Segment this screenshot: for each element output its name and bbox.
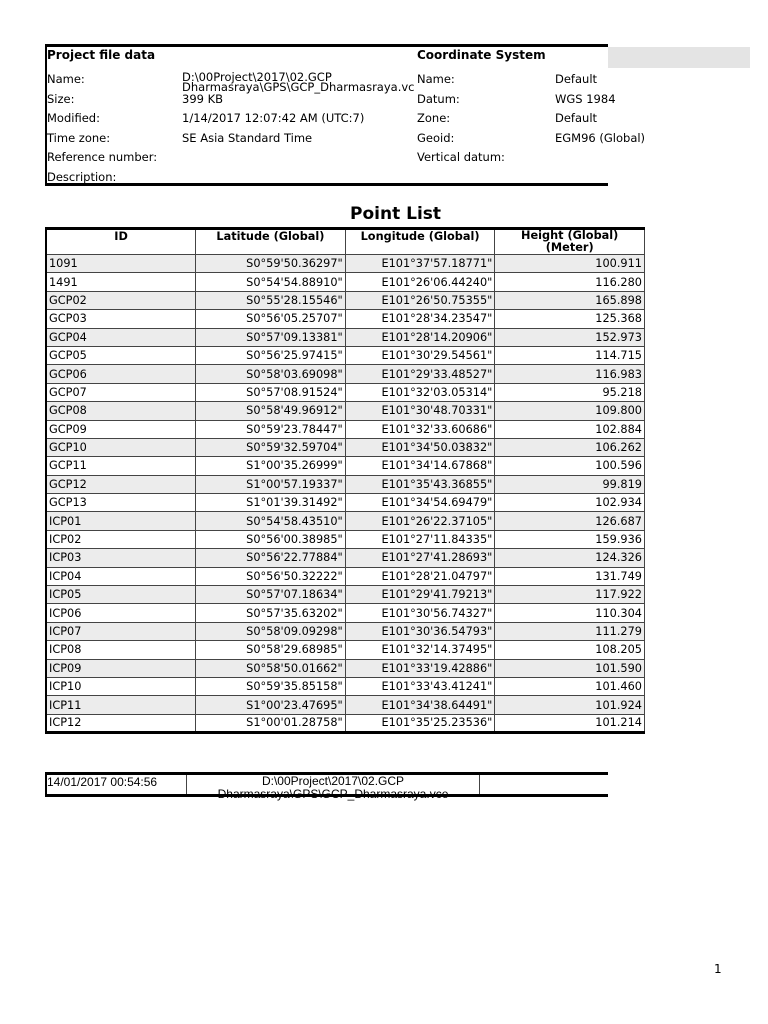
height-cell: 125.368 [495, 310, 645, 328]
height-cell: 101.924 [495, 696, 645, 714]
latitude-cell: S0°59'32.59704" [196, 438, 346, 456]
project-size-label: Size: [47, 92, 75, 106]
footer-timestamp: 14/01/2017 00:54:56 [47, 775, 158, 789]
height-cell: 101.590 [495, 659, 645, 677]
longitude-cell: E101°32'03.05314" [345, 383, 495, 401]
point-id-cell: 1091 [46, 255, 196, 273]
table-row [46, 457, 645, 475]
project-modified-label: Modified: [47, 111, 100, 125]
point-id-cell: ICP06 [46, 604, 196, 622]
table-row [46, 714, 645, 732]
report-page [45, 44, 646, 804]
column-header-height: Height (Global) (Meter) [495, 229, 645, 255]
project-name-value: D:\00Project\2017\02.GCP Dharmasraya\GPS\GCP_Dharmasraya.vc [182, 70, 415, 94]
cs-datum-label: Datum: [417, 92, 460, 106]
point-id-cell: ICP07 [46, 622, 196, 640]
latitude-cell: S1°00'57.19337" [196, 475, 346, 493]
longitude-cell: E101°33'43.41241" [345, 677, 495, 695]
point-id-cell: ICP03 [46, 549, 196, 567]
table-row [46, 586, 645, 604]
longitude-cell: E101°34'50.03832" [345, 438, 495, 456]
height-cell: 101.460 [495, 677, 645, 695]
longitude-cell: E101°35'25.23536" [345, 714, 495, 732]
point-id-cell: GCP09 [46, 420, 196, 438]
table-row [46, 549, 645, 567]
footer-file-path: D:\00Project\2017\02.GCP Dharmasraya\GPS\GCP_Dharmasraya.vce [186, 775, 480, 794]
longitude-cell: E101°34'54.69479" [345, 494, 495, 512]
point-list-body [46, 255, 645, 733]
latitude-cell: S0°58'50.01662" [196, 659, 346, 677]
point-id-cell: ICP01 [46, 512, 196, 530]
longitude-cell: E101°29'33.48527" [345, 365, 495, 383]
table-row [46, 696, 645, 714]
table-row [46, 494, 645, 512]
height-cell: 108.205 [495, 641, 645, 659]
longitude-cell: E101°35'43.36855" [345, 475, 495, 493]
cs-name-value: Default [555, 72, 598, 86]
project-size-value: 399 KB [182, 92, 224, 106]
cs-zone-value: Default [555, 111, 598, 125]
longitude-cell: E101°30'56.74327" [345, 604, 495, 622]
latitude-cell: S0°56'50.32222" [196, 567, 346, 585]
longitude-cell: E101°32'14.37495" [345, 641, 495, 659]
height-cell: 106.262 [495, 438, 645, 456]
table-row [46, 255, 645, 273]
table-row [46, 383, 645, 401]
point-id-cell: ICP05 [46, 586, 196, 604]
height-cell: 110.304 [495, 604, 645, 622]
column-header-latitude: Latitude (Global) [196, 229, 346, 255]
latitude-cell: S1°00'35.26999" [196, 457, 346, 475]
point-list-title: Point List [350, 204, 442, 224]
height-cell: 165.898 [495, 291, 645, 309]
latitude-cell: S0°56'22.77884" [196, 549, 346, 567]
cs-vertical-datum-label: Vertical datum: [417, 150, 505, 164]
point-id-cell: ICP12 [46, 714, 196, 732]
point-id-cell: ICP08 [46, 641, 196, 659]
latitude-cell: S1°00'01.28758" [196, 714, 346, 732]
latitude-cell: S0°55'28.15546" [196, 291, 346, 309]
table-row [46, 677, 645, 695]
latitude-cell: S0°56'00.38985" [196, 530, 346, 548]
latitude-cell: S0°58'49.96912" [196, 402, 346, 420]
longitude-cell: E101°27'41.28693" [345, 549, 495, 567]
height-cell: 117.922 [495, 586, 645, 604]
latitude-cell: S0°54'54.88910" [196, 273, 346, 291]
height-cell: 159.936 [495, 530, 645, 548]
height-cell: 101.214 [495, 714, 645, 732]
table-row [46, 475, 645, 493]
longitude-cell: E101°30'29.54561" [345, 346, 495, 364]
longitude-cell: E101°33'19.42886" [345, 659, 495, 677]
latitude-cell: S1°01'39.31492" [196, 494, 346, 512]
cs-geoid-value: EGM96 (Global) [555, 131, 646, 145]
latitude-cell: S0°54'58.43510" [196, 512, 346, 530]
latitude-cell: S0°56'25.97415" [196, 346, 346, 364]
table-row [46, 346, 645, 364]
height-cell: 126.687 [495, 512, 645, 530]
height-cell: 111.279 [495, 622, 645, 640]
table-row [46, 402, 645, 420]
table-row [46, 604, 645, 622]
latitude-cell: S0°59'50.36297" [196, 255, 346, 273]
point-id-cell: GCP04 [46, 328, 196, 346]
point-id-cell: GCP07 [46, 383, 196, 401]
cs-zone-label: Zone: [417, 111, 451, 125]
longitude-cell: E101°34'14.67868" [345, 457, 495, 475]
height-cell: 116.280 [495, 273, 645, 291]
height-cell: 109.800 [495, 402, 645, 420]
table-row [46, 310, 645, 328]
footer-bar [45, 772, 608, 801]
column-header-id: ID [46, 229, 196, 255]
project-file-data-heading: Project file data [47, 48, 156, 62]
table-row [46, 420, 645, 438]
column-header-longitude: Longitude (Global) [345, 229, 495, 255]
project-modified-value: 1/14/2017 12:07:42 AM (UTC:7) [182, 111, 365, 125]
table-row [46, 622, 645, 640]
height-cell: 152.973 [495, 328, 645, 346]
longitude-cell: E101°30'36.54793" [345, 622, 495, 640]
point-id-cell: ICP04 [46, 567, 196, 585]
point-list-header-row [46, 229, 645, 255]
longitude-cell: E101°28'34.23547" [345, 310, 495, 328]
latitude-cell: S0°58'09.09298" [196, 622, 346, 640]
height-cell: 102.884 [495, 420, 645, 438]
latitude-cell: S0°58'29.68985" [196, 641, 346, 659]
latitude-cell: S0°59'23.78447" [196, 420, 346, 438]
project-timezone-value: SE Asia Standard Time [182, 131, 313, 145]
cs-name-label: Name: [417, 72, 455, 86]
point-id-cell: GCP03 [46, 310, 196, 328]
longitude-cell: E101°26'50.75355" [345, 291, 495, 309]
longitude-cell: E101°26'06.44240" [345, 273, 495, 291]
latitude-cell: S0°58'03.69098" [196, 365, 346, 383]
point-id-cell: GCP02 [46, 291, 196, 309]
point-id-cell: GCP13 [46, 494, 196, 512]
table-row [46, 659, 645, 677]
point-id-cell: GCP08 [46, 402, 196, 420]
longitude-cell: E101°37'57.18771" [345, 255, 495, 273]
height-cell: 102.934 [495, 494, 645, 512]
height-cell: 99.819 [495, 475, 645, 493]
latitude-cell: S0°57'07.18634" [196, 586, 346, 604]
longitude-cell: E101°28'14.20906" [345, 328, 495, 346]
point-id-cell: ICP09 [46, 659, 196, 677]
table-row [46, 641, 645, 659]
height-cell: 95.218 [495, 383, 645, 401]
height-cell: 124.326 [495, 549, 645, 567]
point-id-cell: GCP10 [46, 438, 196, 456]
latitude-cell: S0°57'09.13381" [196, 328, 346, 346]
table-row [46, 530, 645, 548]
table-row [46, 365, 645, 383]
longitude-cell: E101°27'11.84335" [345, 530, 495, 548]
longitude-cell: E101°29'41.79213" [345, 586, 495, 604]
coordinate-system-heading: Coordinate System [417, 48, 546, 62]
project-file-data-panel [45, 44, 646, 186]
height-cell: 100.596 [495, 457, 645, 475]
latitude-cell: S0°57'35.63202" [196, 604, 346, 622]
table-row [46, 512, 645, 530]
point-id-cell: ICP02 [46, 530, 196, 548]
height-cell: 100.911 [495, 255, 645, 273]
table-row [46, 273, 645, 291]
point-id-cell: GCP11 [46, 457, 196, 475]
project-description-label: Description: [47, 170, 117, 184]
longitude-cell: E101°34'38.64491" [345, 696, 495, 714]
table-row [46, 291, 645, 309]
page-number: 1 [714, 962, 722, 976]
latitude-cell: S1°00'23.47695" [196, 696, 346, 714]
cs-datum-value: WGS 1984 [555, 92, 616, 106]
project-reference-label: Reference number: [47, 150, 158, 164]
project-name-label: Name: [47, 72, 85, 86]
longitude-cell: E101°26'22.37105" [345, 512, 495, 530]
point-list-table [45, 227, 645, 734]
longitude-cell: E101°32'33.60686" [345, 420, 495, 438]
latitude-cell: S0°57'08.91524" [196, 383, 346, 401]
table-row [46, 438, 645, 456]
latitude-cell: S0°59'35.85158" [196, 677, 346, 695]
point-id-cell: ICP10 [46, 677, 196, 695]
header-gray-band [608, 47, 750, 68]
point-id-cell: 1491 [46, 273, 196, 291]
cs-geoid-label: Geoid: [417, 131, 455, 145]
longitude-cell: E101°30'48.70331" [345, 402, 495, 420]
table-row [46, 328, 645, 346]
latitude-cell: S0°56'05.25707" [196, 310, 346, 328]
height-cell: 114.715 [495, 346, 645, 364]
height-cell: 131.749 [495, 567, 645, 585]
table-row [46, 567, 645, 585]
height-cell: 116.983 [495, 365, 645, 383]
point-id-cell: GCP05 [46, 346, 196, 364]
point-id-cell: ICP11 [46, 696, 196, 714]
point-id-cell: GCP06 [46, 365, 196, 383]
point-id-cell: GCP12 [46, 475, 196, 493]
project-timezone-label: Time zone: [47, 131, 111, 145]
longitude-cell: E101°28'21.04797" [345, 567, 495, 585]
